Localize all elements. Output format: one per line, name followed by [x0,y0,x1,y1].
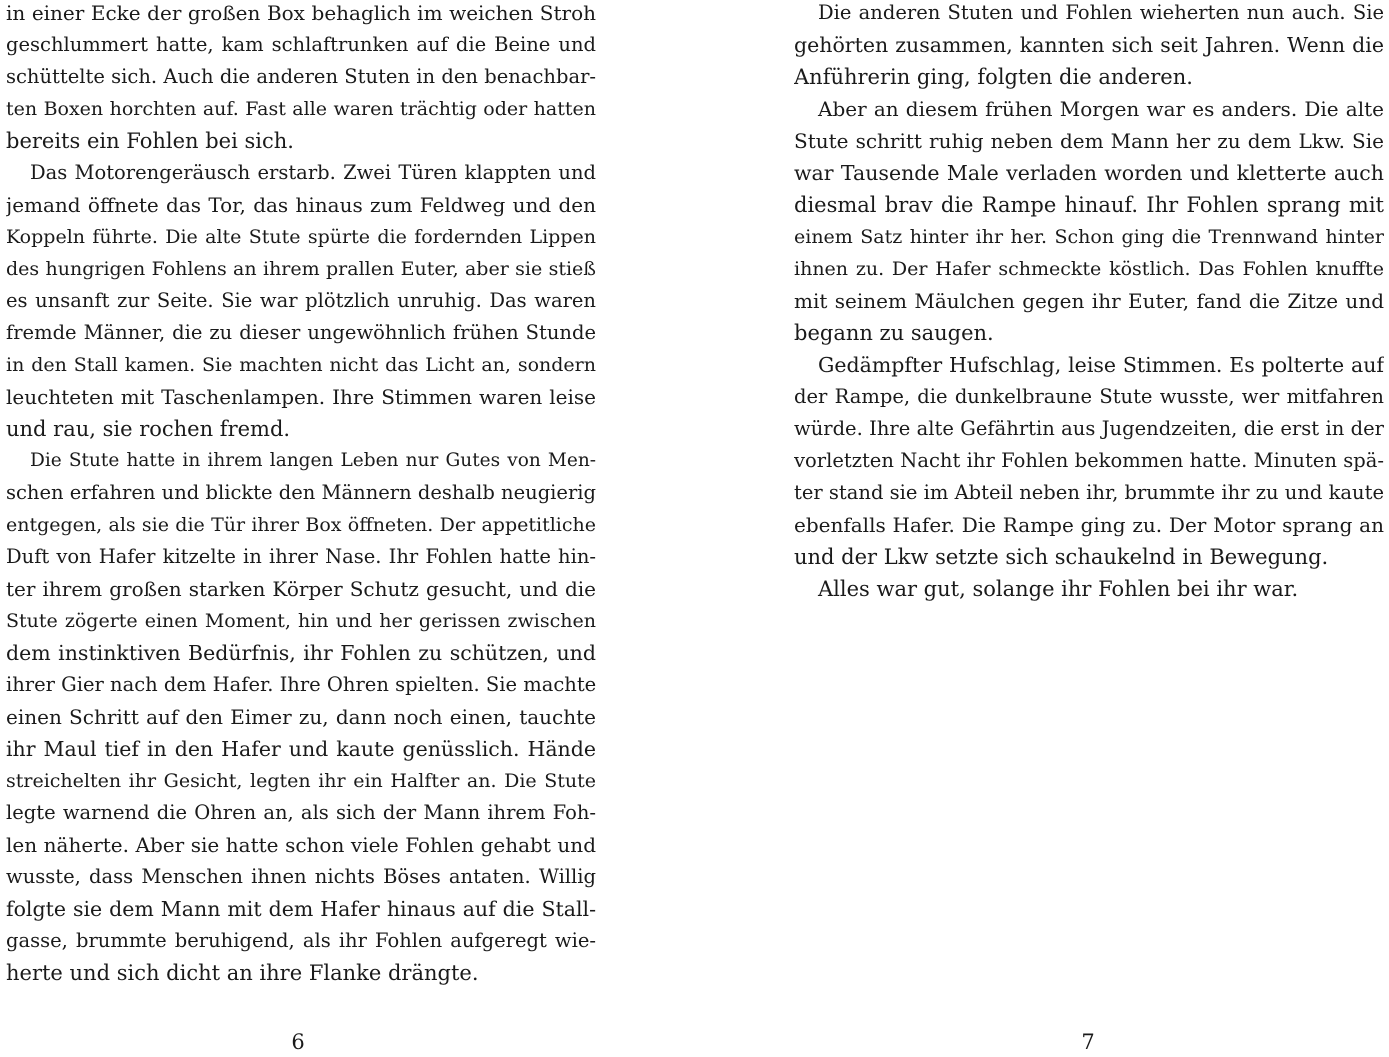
text-line: ebenfalls Hafer. Die Rampe ging zu. Der Motor sprang an [794,513,1384,537]
text-line: würde. Ihre alte Gefährtin aus Jugendzeiten, die erst in der [794,417,1384,440]
page-number-right: 7 [1081,1030,1095,1054]
text-line: vorletzten Nacht ihr Fohlen bekommen hatte. Minuten spä- [794,449,1384,472]
text-line: Stute zögerte einen Moment, hin und her gerissen zwischen [6,610,596,632]
text-line: schen erfahren und blickte den Männern deshalb neugierig [6,481,596,504]
text-line: war Tausende Male verladen worden und kletterte auch [794,161,1384,185]
text-line: Die anderen Stuten und Fohlen wieherten nun auch. Sie [818,1,1384,24]
text-line: geschlummert hatte, kam schlaftrunken auf die Beine und [6,33,596,56]
text-line: ihr Maul tief in den Hafer und kaute genüsslich. Hände [6,737,596,761]
right-page-text [794,0,1384,605]
text-line: und rau, sie rochen fremd. [6,417,291,441]
text-line: legte warnend die Ohren an, als sich der Mann ihrem Foh- [6,801,596,824]
text-line: herte und sich dicht an ihre Flanke drängte. [6,961,479,985]
text-line: einen Schritt auf den Eimer zu, dann noch einen, tauchte [6,705,596,729]
text-line: mit seinem Mäulchen gegen ihr Euter, fand die Zitze und [794,289,1384,313]
text-line: leuchteten mit Taschenlampen. Ihre Stimmen waren leise [6,385,596,409]
text-line: streichelten ihr Gesicht, legten ihr ein Halfter an. Die Stute [6,770,596,792]
text-line: schüttelte sich. Auch die anderen Stuten in den benachbar- [6,65,596,88]
text-line: Das Motorengeräusch erstarb. Zwei Türen klappten und [30,161,596,184]
text-line: begann zu saugen. [794,321,994,345]
page-number-left: 6 [291,1030,305,1054]
text-line: in einer Ecke der großen Box behaglich im weichen Stroh [6,1,596,25]
text-line: und der Lkw setzte sich schaukelnd in Bewegung. [794,545,1329,569]
text-line: Duft von Hafer kitzelte in ihrer Nase. Ihr Fohlen hatte hin- [6,545,596,568]
text-line: ter stand sie im Abteil neben ihr, brummte ihr zu und kaute [794,481,1384,504]
text-line: es unsanft zur Seite. Sie war plötzlich unruhig. Das waren [6,289,596,312]
left-page [6,0,596,1056]
text-line: ihrer Gier nach dem Hafer. Ihre Ohren spielten. Sie machte [6,673,596,696]
right-page [794,0,1384,1056]
left-page-text [6,0,596,989]
text-line: dem instinktiven Bedürfnis, ihr Fohlen zu schützen, und [6,641,596,665]
text-line: Gedämpfter Hufschlag, leise Stimmen. Es polterte auf [818,353,1384,377]
text-line: jemand öffnete das Tor, das hinaus zum Feldweg und den [6,193,596,217]
text-line: fremde Männer, die zu dieser ungewöhnlich frühen Stunde [6,321,596,344]
text-line: Koppeln führte. Die alte Stute spürte die fordernden Lippen [6,226,596,248]
text-line: gasse, brummte beruhigend, als ihr Fohlen aufgeregt wie- [6,929,596,952]
text-line: diesmal brav die Rampe hinauf. Ihr Fohlen sprang mit [794,193,1384,217]
text-line: Aber an diesem frühen Morgen war es anders. Die alte [818,97,1384,121]
text-line: ihnen zu. Der Hafer schmeckte köstlich. Das Fohlen knuffte [794,258,1384,280]
text-line: ter ihrem großen starken Körper Schutz gesucht, und die [6,577,596,601]
text-line: in den Stall kamen. Sie machten nicht das Licht an, sondern [6,354,596,376]
text-line: entgegen, als sie die Tür ihrer Box öffneten. Der appetitliche [6,514,596,536]
text-line: bereits ein Fohlen bei sich. [6,129,294,153]
text-line: des hungrigen Fohlens an ihrem prallen Euter, aber sie stieß [6,258,596,280]
text-line: gehörten zusammen, kannten sich seit Jahren. Wenn die [794,33,1384,57]
text-line: Anführerin ging, folgten die anderen. [794,65,1193,89]
text-line: Alles war gut, solange ihr Fohlen bei ihr war. [818,577,1299,601]
text-line: Stute schritt ruhig neben dem Mann her zu dem Lkw. Sie [794,129,1384,153]
text-line: Die Stute hatte in ihrem langen Leben nur Gutes von Men- [30,450,596,471]
text-line: ten Boxen horchten auf. Fast alle waren trächtig oder hatten [6,98,596,120]
text-line: folgte sie dem Mann mit dem Hafer hinaus auf die Stall- [6,897,596,921]
text-line: einem Satz hinter ihr her. Schon ging die Trennwand hinter [794,226,1384,248]
text-line: der Rampe, die dunkelbraune Stute wusste, wer mitfahren [794,385,1384,408]
text-line: wusste, dass Menschen ihnen nichts Böses antaten. Willig [6,865,596,888]
text-line: len näherte. Aber sie hatte schon viele Fohlen gehabt und [6,833,596,857]
